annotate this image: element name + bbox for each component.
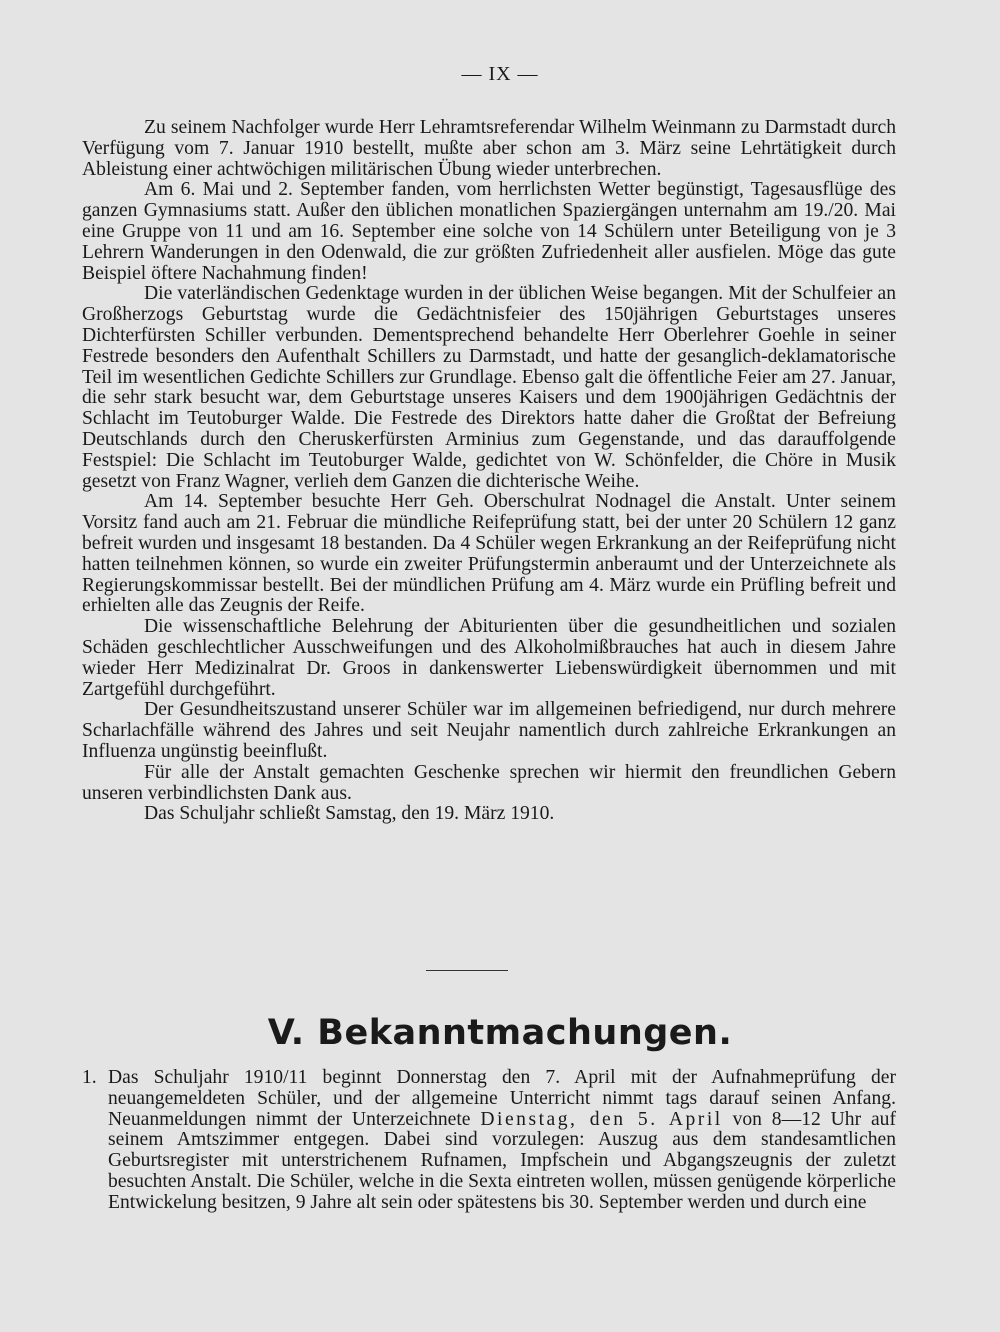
announcement-date-emphasis: Dienstag, den 5. April (480, 1108, 723, 1130)
paragraph-school-year-end: Das Schuljahr schließt Samstag, den 19. März 1910. (144, 803, 555, 825)
announcement-text-part2: von 8—12 Uhr auf seinem Amtszimmer entgegen. Dabei sind vorzulegen: Auszug aus dem standesamtlichen Geburtsregister mit unterstrichenem Rufnamen, Impfschein und Abgangszeugnis der zuletzt besuchten Anstalt. Die Schüler, welche in die Sexta eintreten wollen, müssen genügende körperliche Entwickelung besitzen, 9 Jahre alt sein oder spätestens bis 30. September werden und durch eine (108, 1108, 896, 1213)
paragraph-commemorations: Die vaterländischen Gedenktage wurden in der üblichen Weise begangen. Mit der Schulfeier an Großherzogs Geburtstag wurde die Gedächtnisfeier des 150jährigen Geburtstages unseres Dichterfürsten Schiller verbunden. Dementsprechend behandelte Herr Oberlehrer Goehle in seiner Festrede besonders den Aufenthalt Schillers zu Darmstadt, und hatte der gesanglich-deklamatorische Teil im wesentlichen Gedichte Schillers zur Grundlage. Ebenso galt die öffentliche Feier am 27. Januar, die sehr stark besucht war, dem Geburtstage unseres Kaisers und dem 1900jährigen Gedächtnis der Schlacht im Teutoburger Walde. Die Festrede des Direktors hatte daher die Großtat der Befreiung Deutschlands durch den Cheruskerfürsten Arminius zum Gegenstande, und das darauffolgende Festspiel: Die Schlacht im Teutoburger Walde, gedichtet von W. Schönfelder, die Chöre in Musik gesetzt von Franz Wagner, verlieh dem Ganzen die dichterische Weihe. (82, 283, 896, 492)
announcement-text-part1: Das Schuljahr 1910/11 beginnt Donnerstag den 7. April mit der Aufnahmeprüfung der neuangemeldeten Schüler, und der allgemeine Unterricht nimmt tags darauf seinen Anfang. Neuanmeldungen nimmt der Unterzeichnete (108, 1067, 896, 1130)
announcements-list (82, 1068, 896, 1214)
paragraph-inspection-exam: Am 14. September besuchte Herr Geh. Oberschulrat Nodnagel die Anstalt. Unter seinem Vorsitz fand auch am 21. Februar die mündliche Reifeprüfung statt, bei der unter 20 Schülern 12 ganz befreit wurden und insgesamt 18 bestanden. Da 4 Schüler wegen Erkrankung an der Reifeprüfung nicht hatten teilnehmen können, so wurde ein zweiter Prüfungstermin anberaumt und der Unterzeichnete als Regierungskommissar bestellt. Bei der mündlichen Prüfung am 4. März wurde ein Prüfling befreit und erhielten alle das Zeugnis der Reife. (82, 491, 896, 617)
body-text (82, 118, 896, 825)
paragraph-excursions: Am 6. Mai und 2. September fanden, vom herrlichsten Wetter begünstigt, Tagesausflüge des ganzen Gymnasiums statt. Außer den üblichen monatlichen Spaziergängen unternahm am 19./20. Mai eine Gruppe von 11 und am 16. September eine solche von 14 Schülern unter Beteiligung von je 3 Lehrern Wanderungen in den Odenwald, die zur größten Zufriedenheit aller ausfielen. Möge das gute Beispiel öftere Nachahmung finden! (82, 179, 896, 284)
announcement-item (82, 1068, 896, 1214)
page-number: — IX — (461, 63, 539, 85)
paragraph-health-status: Der Gesundheitszustand unserer Schüler war im allgemeinen befriedigend, nur durch mehrere Scharlachfälle während des Jahres und seit Neujahr namentlich durch zahlreiche Erkrankungen an Influenza ungünstig beeinflußt. (82, 699, 896, 762)
paragraph-successor: Zu seinem Nachfolger wurde Herr Lehramtsreferendar Wilhelm Weinmann zu Darmstadt durch Verfügung vom 7. Januar 1910 bestellt, mußte aber schon am 3. März seine Lehrtätigkeit durch Ableistung einer achtwöchigen militärischen Übung wieder unterbrechen. (82, 117, 896, 180)
section-heading: V. Bekanntmachungen. (267, 1013, 733, 1053)
paragraph-health-education: Die wissenschaftliche Belehrung der Abiturienten über die gesundheitlichen und sozialen Schäden geschlechtlicher Ausschweifungen und des Alkoholmißbrauches hat auch in diesem Jahre wieder Herr Medizinalrat Dr. Groos in dankenswerter Liebenswürdigkeit übernommen und mit Zartgefühl durchgeführt. (82, 616, 896, 700)
section-divider (426, 970, 508, 971)
paragraph-gifts-thanks: Für alle der Anstalt gemachten Geschenke sprechen wir hiermit den freundlichen Gebern unseren verbindlichsten Dank aus. (82, 761, 896, 804)
announcement-number: 1. (82, 1067, 97, 1088)
